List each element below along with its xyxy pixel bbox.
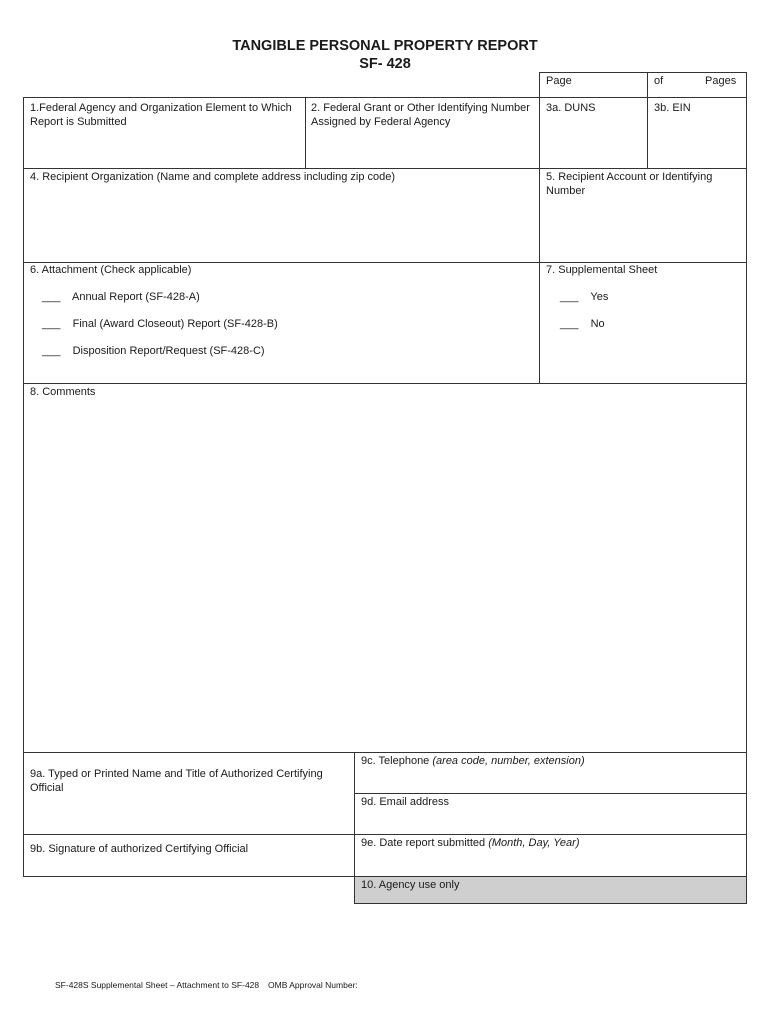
form-subtitle: SF- 428 <box>359 56 411 72</box>
field-9a-name-title: 9a. Typed or Printed Name and Title of Authorized Certifying Official <box>30 768 323 794</box>
of-label: of <box>654 75 664 87</box>
page-label: Page <box>546 75 572 87</box>
field-9c-label: 9c. Telephone <box>361 755 430 767</box>
field-2-grant-number: 2. Federal Grant or Other Identifying Number Assigned by Federal Agency <box>311 102 530 128</box>
field-3b-ein: 3b. EIN <box>654 102 691 114</box>
checkbox-blank: ___ <box>42 345 61 357</box>
footer-omb: OMB Approval Number: <box>268 980 358 990</box>
option-label: Yes <box>590 291 609 303</box>
form-title: TANGIBLE PERSONAL PROPERTY REPORT <box>232 38 538 54</box>
field-9c-telephone <box>361 754 585 768</box>
pages-label: Pages <box>705 75 737 87</box>
attachment-option-annual[interactable] <box>42 291 200 303</box>
checkbox-blank: ___ <box>560 318 579 330</box>
supplemental-option-no[interactable] <box>560 318 605 330</box>
option-label: Final (Award Closeout) Report (SF-428-B) <box>72 318 278 330</box>
field-1-federal-agency: 1.Federal Agency and Organization Element to Which Report is Submitted <box>30 102 292 128</box>
field-3a-duns: 3a. DUNS <box>546 102 596 114</box>
field-9c-hint: (area code, number, extension) <box>432 755 585 767</box>
attachment-option-final[interactable] <box>42 318 278 330</box>
option-label: Annual Report (SF-428-A) <box>71 291 200 303</box>
field-9e-date <box>361 836 580 850</box>
field-9d-email: 9d. Email address <box>361 796 450 808</box>
comments-area[interactable] <box>24 400 744 750</box>
checkbox-blank: ___ <box>42 291 61 303</box>
field-9e-label: 9e. Date report submitted <box>361 837 486 849</box>
field-9e-hint: (Month, Day, Year) <box>488 837 580 849</box>
supplemental-option-yes[interactable] <box>560 291 608 303</box>
attachment-option-disposition[interactable] <box>42 345 265 357</box>
checkbox-blank: ___ <box>42 318 61 330</box>
field-6-attachment: 6. Attachment (Check applicable) <box>30 264 192 276</box>
field-5-recipient-account: 5. Recipient Account or Identifying Number <box>546 171 713 197</box>
option-label: No <box>590 318 605 330</box>
option-label: Disposition Report/Request (SF-428-C) <box>72 345 265 357</box>
footer-form-id: SF-428S Supplemental Sheet – Attachment to SF-428 <box>55 980 260 990</box>
checkbox-blank: ___ <box>560 291 579 303</box>
field-7-supplemental-sheet: 7. Supplemental Sheet <box>546 264 658 276</box>
field-9b-signature: 9b. Signature of authorized Certifying Official <box>30 843 249 855</box>
field-10-agency-use: 10. Agency use only <box>361 879 460 891</box>
field-4-recipient-organization: 4. Recipient Organization (Name and complete address including zip code) <box>30 171 396 183</box>
field-8-comments: 8. Comments <box>30 386 96 398</box>
